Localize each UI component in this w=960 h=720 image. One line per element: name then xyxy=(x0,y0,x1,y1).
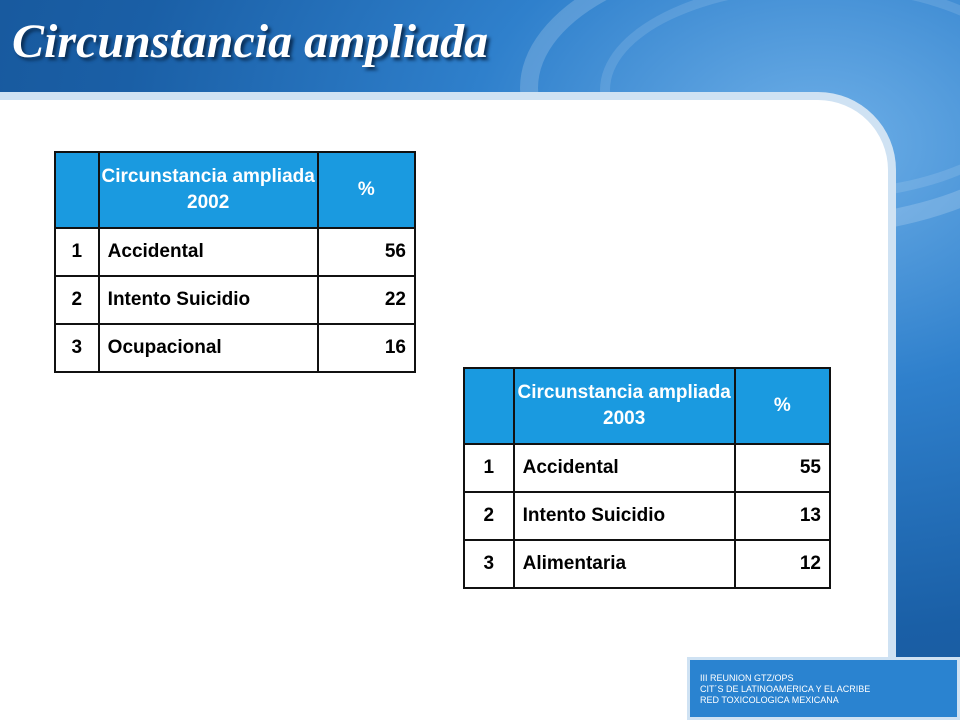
table-row xyxy=(464,492,830,540)
header-number-cell xyxy=(55,152,99,228)
header-number-cell xyxy=(464,368,514,444)
header-pct-cell: % xyxy=(318,152,415,228)
row-name: Intento Suicidio xyxy=(99,276,318,324)
row-number: 3 xyxy=(55,324,99,372)
table-2002 xyxy=(54,151,416,373)
row-name: Ocupacional xyxy=(99,324,318,372)
row-number: 2 xyxy=(55,276,99,324)
row-name: Accidental xyxy=(514,444,735,492)
slide-title: Circunstancia ampliada xyxy=(12,15,489,68)
row-number: 3 xyxy=(464,540,514,588)
row-pct: 13 xyxy=(735,492,830,540)
header-name-cell: Circunstancia ampliada 2003 xyxy=(514,368,735,444)
header-pct-cell: % xyxy=(735,368,830,444)
table-row xyxy=(464,540,830,588)
row-pct: 56 xyxy=(318,228,415,276)
footer-line: CIT´S DE LATINOAMERICA Y EL ACRIBE xyxy=(700,684,871,694)
footer-line: III REUNION GTZ/OPS xyxy=(700,673,794,683)
row-pct: 16 xyxy=(318,324,415,372)
table-row xyxy=(55,276,415,324)
table-row xyxy=(55,228,415,276)
row-pct: 55 xyxy=(735,444,830,492)
row-pct: 12 xyxy=(735,540,830,588)
table-header-row xyxy=(55,152,415,228)
row-pct: 22 xyxy=(318,276,415,324)
table-header-row xyxy=(464,368,830,444)
row-number: 2 xyxy=(464,492,514,540)
footer-credit-box xyxy=(687,657,960,720)
table-row xyxy=(55,324,415,372)
header-name-cell: Circunstancia ampliada 2002 xyxy=(99,152,318,228)
table-row xyxy=(464,444,830,492)
row-number: 1 xyxy=(55,228,99,276)
table-2003 xyxy=(463,367,831,589)
row-name: Intento Suicidio xyxy=(514,492,735,540)
row-name: Alimentaria xyxy=(514,540,735,588)
row-name: Accidental xyxy=(99,228,318,276)
row-number: 1 xyxy=(464,444,514,492)
footer-line: RED TOXICOLOGICA MEXICANA xyxy=(700,695,839,705)
